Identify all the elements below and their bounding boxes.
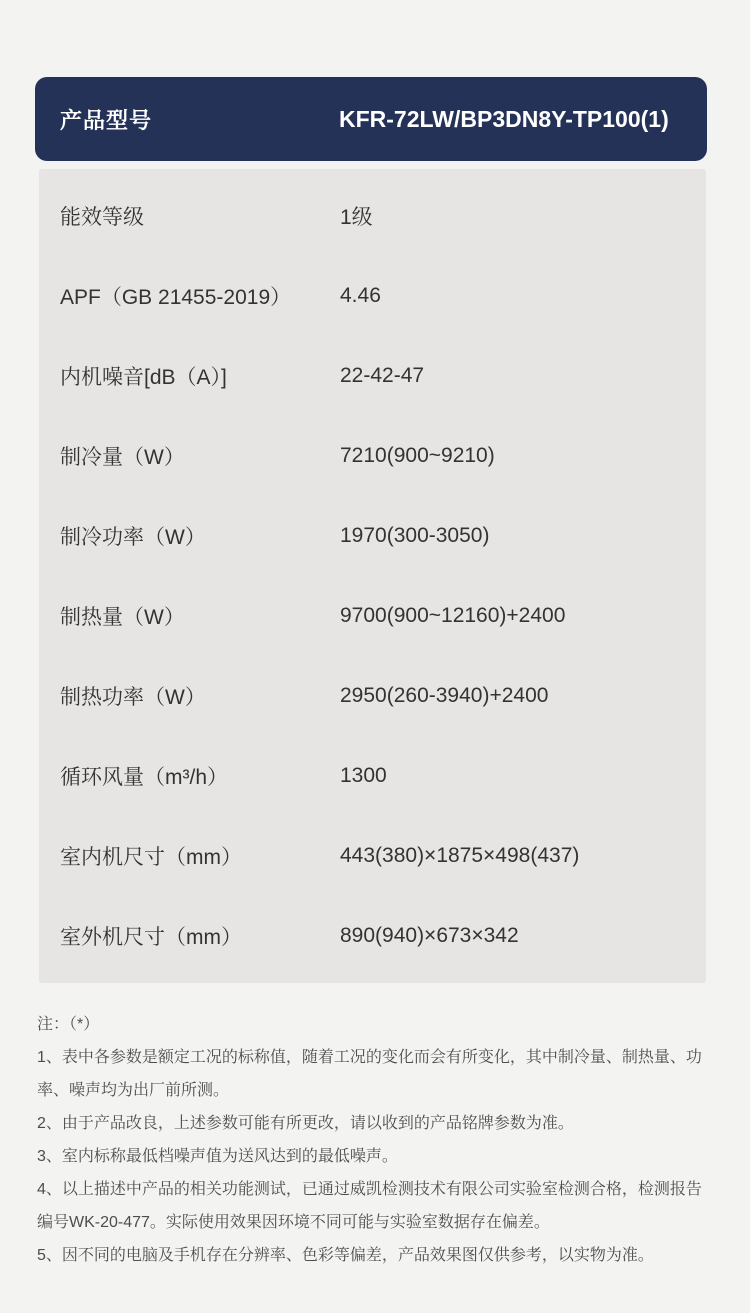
spec-value: 7210(900~9210) [340,444,495,467]
spec-label: 室外机尺寸（mm） [60,926,242,949]
spec-value: 1970(300-3050) [340,524,490,547]
model-header-value: KFR-72LW/BP3DN8Y-TP100(1) [339,105,669,132]
spec-row-indoor-unit-size [39,816,706,896]
spec-label: 制热量（W） [60,606,185,629]
spec-label: 能效等级 [60,206,144,229]
note-item-1: 1、表中各参数是额定工况的标称值，随着工况的变化而会有所变化，其中制冷量、制热量、功率、噪声均为出厂前所测。 [37,1049,702,1099]
note-item-3: 3、室内标称最低档噪声值为送风达到的最低噪声。 [37,1148,398,1165]
spec-label: 制冷功率（W） [60,526,206,549]
spec-value: 22-42-47 [340,364,425,387]
spec-table [39,169,706,983]
note-item-4: 4、以上描述中产品的相关功能测试，已通过威凯检测技术有限公司实验室检测合格，检测报告编号WK-20-477。实际使用效果因环境不同可能与实验室数据存在偏差。 [37,1181,702,1231]
spec-row-cooling-capacity [39,416,706,496]
notes-title: 注：（*） [37,1016,100,1033]
spec-row-heating-power [39,656,706,736]
spec-row-apf [39,256,706,336]
spec-label: APF（GB 21455-2019） [60,286,292,309]
spec-label: 内机噪音[dB（A）] [60,366,227,389]
note-item-5: 5、因不同的电脑及手机存在分辨率、色彩等偏差，产品效果图仅供参考，以实物为准。 [37,1247,654,1264]
note-item-2: 2、由于产品改良，上述参数可能有所更改，请以收到的产品铭牌参数为准。 [37,1115,574,1132]
spec-value: 2950(260-3940)+2400 [340,684,549,707]
spec-value: 1300 [340,764,387,787]
spec-label: 制冷量（W） [60,446,185,469]
spec-value: 9700(900~12160)+2400 [340,604,566,627]
spec-value: 1级 [340,206,373,229]
spec-value: 890(940)×673×342 [340,924,519,947]
spec-row-indoor-noise [39,336,706,416]
spec-row-heating-capacity [39,576,706,656]
spec-label: 室内机尺寸（mm） [60,846,242,869]
spec-row-cooling-power [39,496,706,576]
spec-row-energy-rating [39,176,706,256]
spec-label: 循环风量（m³/h） [60,766,228,789]
spec-label: 制热功率（W） [60,686,206,709]
spec-row-outdoor-unit-size [39,896,706,976]
spec-value: 443(380)×1875×498(437) [340,844,580,867]
spec-row-air-circulation [39,736,706,816]
notes-section [37,1008,717,1272]
spec-value: 4.46 [340,284,381,307]
product-model-header [35,77,707,161]
model-header-label: 产品型号 [60,107,153,133]
